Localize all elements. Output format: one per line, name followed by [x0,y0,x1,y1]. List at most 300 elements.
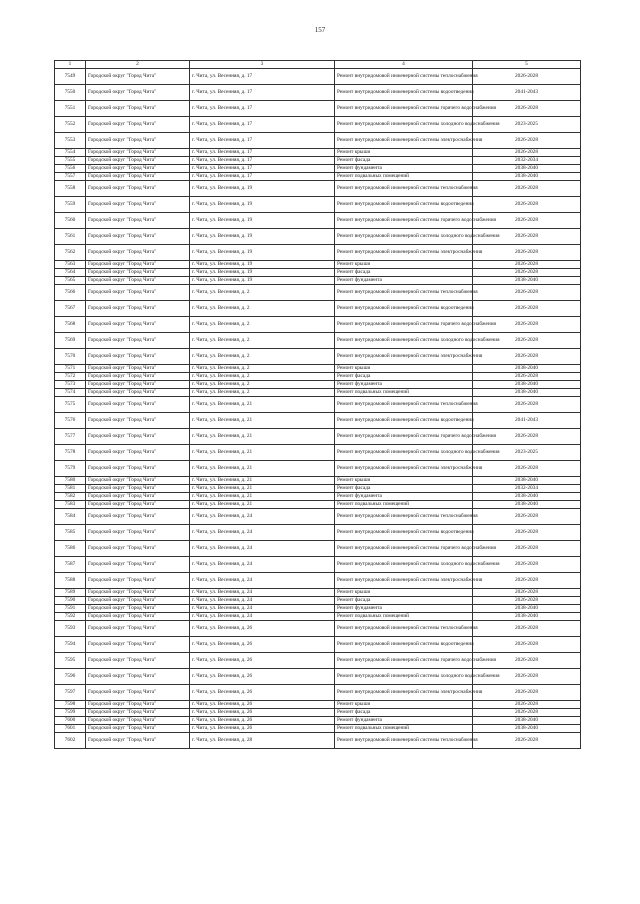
table-row [55,397,581,413]
row-number-cell: 7564 [55,269,86,277]
term-cell: 2038-2040 [473,501,581,509]
row-number-cell: 7578 [55,445,86,461]
work-type-cell: Ремонт внутридомовой инженерной системы горячего водоснабжения [335,653,473,669]
row-number-cell: 7576 [55,413,86,429]
district-cell: Городской округ "Город Чита" [86,669,190,685]
address-cell: г. Чита, ул. Весенняя, д. 21 [190,477,335,485]
table-row [55,573,581,589]
work-type-cell: Ремонт внутридомовой инженерной системы водоотведения [335,85,473,101]
term-cell: 2038-2040 [473,277,581,285]
row-number-cell: 7549 [55,69,86,85]
work-type-cell: Ремонт подвальных помещений [335,725,473,733]
table-row [55,389,581,397]
district-cell: Городской округ "Город Чита" [86,397,190,413]
work-type-cell: Ремонт фундамента [335,605,473,613]
address-cell: г. Чита, ул. Весенняя, д. 21 [190,445,335,461]
address-cell: г. Чита, ул. Весенняя, д. 17 [190,69,335,85]
work-type-cell: Ремонт внутридомовой инженерной системы холодного водоснабжения [335,669,473,685]
address-cell: г. Чита, ул. Весенняя, д. 21 [190,493,335,501]
work-type-cell: Ремонт внутридомовой инженерной системы водоотведения [335,525,473,541]
term-cell: 2026-2028 [473,597,581,605]
table-row [55,133,581,149]
page-number: 157 [314,26,326,34]
address-cell: г. Чита, ул. Весенняя, д. 19 [190,181,335,197]
address-cell: г. Чита, ул. Весенняя, д. 26 [190,669,335,685]
row-number-cell: 7586 [55,541,86,557]
address-cell: г. Чита, ул. Весенняя, д. 17 [190,173,335,181]
table-row [55,101,581,117]
district-cell: Городской округ "Город Чита" [86,101,190,117]
term-cell: 2026-2028 [473,213,581,229]
row-number-cell: 7551 [55,101,86,117]
address-cell: г. Чита, ул. Весенняя, д. 24 [190,557,335,573]
address-cell: г. Чита, ул. Весенняя, д. 2 [190,365,335,373]
work-type-cell: Ремонт подвальных помещений [335,389,473,397]
row-number-cell: 7568 [55,317,86,333]
address-cell: г. Чита, ул. Весенняя, д. 2 [190,349,335,365]
row-number-cell: 7567 [55,301,86,317]
table-row [55,445,581,461]
table-row [55,69,581,85]
address-cell: г. Чита, ул. Весенняя, д. 17 [190,157,335,165]
table-row [55,541,581,557]
address-cell: г. Чита, ул. Весенняя, д. 2 [190,285,335,301]
address-cell: г. Чита, ул. Весенняя, д. 2 [190,317,335,333]
work-type-cell: Ремонт внутридомовой инженерной системы горячего водоснабжения [335,101,473,117]
district-cell: Городской округ "Город Чита" [86,229,190,245]
district-cell: Городской округ "Город Чита" [86,493,190,501]
district-cell: Городской округ "Город Чита" [86,365,190,373]
term-cell: 2026-2028 [473,373,581,381]
work-type-cell: Ремонт внутридомовой инженерной системы теплоснабжения [335,397,473,413]
table-row [55,589,581,597]
row-number-cell: 7580 [55,477,86,485]
term-cell: 2038-2040 [473,725,581,733]
table-row [55,269,581,277]
work-type-cell: Ремонт фасада [335,373,473,381]
district-cell: Городской округ "Город Чита" [86,197,190,213]
district-cell: Городской округ "Город Чита" [86,381,190,389]
term-cell: 2026-2028 [473,509,581,525]
work-type-cell: Ремонт внутридомовой инженерной системы холодного водоснабжения [335,445,473,461]
address-cell: г. Чита, ул. Весенняя, д. 26 [190,725,335,733]
district-cell: Городской округ "Город Чита" [86,597,190,605]
table-row [55,509,581,525]
table-row [55,597,581,605]
district-cell: Городской округ "Город Чита" [86,165,190,173]
term-cell: 2026-2028 [473,541,581,557]
row-number-cell: 7555 [55,157,86,165]
term-cell: 2038-2040 [473,173,581,181]
term-cell: 2026-2028 [473,429,581,445]
term-cell: 2026-2028 [473,133,581,149]
row-number-cell: 7592 [55,613,86,621]
term-cell: 2038-2040 [473,389,581,397]
row-number-cell: 7599 [55,709,86,717]
row-number-cell: 7571 [55,365,86,373]
table-row [55,613,581,621]
row-number-cell: 7573 [55,381,86,389]
row-number-cell: 7598 [55,701,86,709]
address-cell: г. Чита, ул. Весенняя, д. 24 [190,573,335,589]
work-type-cell: Ремонт фундамента [335,717,473,725]
district-cell: Городской округ "Город Чита" [86,485,190,493]
term-cell: 2026-2028 [473,149,581,157]
table-row [55,501,581,509]
work-type-cell: Ремонт внутридомовой инженерной системы электроснабжения [335,133,473,149]
row-number-cell: 7581 [55,485,86,493]
table-row [55,637,581,653]
term-cell: 2026-2028 [473,589,581,597]
row-number-cell: 7565 [55,277,86,285]
table-row [55,525,581,541]
table-row [55,349,581,365]
address-cell: г. Чита, ул. Весенняя, д. 24 [190,597,335,605]
term-cell: 2038-2040 [473,717,581,725]
row-number-cell: 7583 [55,501,86,509]
work-type-cell: Ремонт внутридомовой инженерной системы холодного водоснабжения [335,229,473,245]
work-type-cell: Ремонт внутридомовой инженерной системы теплоснабжения [335,181,473,197]
district-cell: Городской округ "Город Чита" [86,333,190,349]
row-number-cell: 7590 [55,597,86,605]
work-type-cell: Ремонт подвальных помещений [335,173,473,181]
address-cell: г. Чита, ул. Весенняя, д. 26 [190,653,335,669]
row-number-cell: 7597 [55,685,86,701]
table-row [55,493,581,501]
district-cell: Городской округ "Город Чита" [86,557,190,573]
address-cell: г. Чита, ул. Весенняя, д. 17 [190,165,335,173]
address-cell: г. Чита, ул. Весенняя, д. 28 [190,733,335,749]
address-cell: г. Чита, ул. Весенняя, д. 26 [190,621,335,637]
address-cell: г. Чита, ул. Весенняя, д. 24 [190,525,335,541]
district-cell: Городской округ "Город Чита" [86,245,190,261]
term-cell: 2026-2028 [473,709,581,717]
work-type-cell: Ремонт фасада [335,157,473,165]
term-cell: 2026-2028 [473,333,581,349]
term-cell: 2026-2028 [473,197,581,213]
table-row [55,669,581,685]
row-number-cell: 7560 [55,213,86,229]
table-body [55,69,581,749]
work-type-cell: Ремонт внутридомовой инженерной системы электроснабжения [335,685,473,701]
row-number-cell: 7552 [55,117,86,133]
address-cell: г. Чита, ул. Весенняя, д. 2 [190,333,335,349]
district-cell: Городской округ "Город Чита" [86,685,190,701]
district-cell: Городской округ "Город Чита" [86,525,190,541]
district-cell: Городской округ "Город Чита" [86,725,190,733]
row-number-cell: 7587 [55,557,86,573]
work-type-cell: Ремонт фасада [335,485,473,493]
term-cell: 2038-2040 [473,493,581,501]
row-number-cell: 7601 [55,725,86,733]
work-type-cell: Ремонт подвальных помещений [335,501,473,509]
table-row [55,653,581,669]
work-type-cell: Ремонт фундамента [335,165,473,173]
row-number-cell: 7559 [55,197,86,213]
work-type-cell: Ремонт внутридомовой инженерной системы теплоснабжения [335,69,473,85]
header-row [55,61,581,69]
row-number-cell: 7561 [55,229,86,245]
table-row [55,197,581,213]
row-number-cell: 7582 [55,493,86,501]
district-cell: Городской округ "Город Чита" [86,589,190,597]
work-type-cell: Ремонт внутридомовой инженерной системы электроснабжения [335,573,473,589]
term-cell: 2038-2040 [473,381,581,389]
work-type-cell: Ремонт внутридомовой инженерной системы холодного водоснабжения [335,333,473,349]
table-row [55,709,581,717]
address-cell: г. Чита, ул. Весенняя, д. 17 [190,133,335,149]
work-type-cell: Ремонт крыши [335,477,473,485]
district-cell: Городской округ "Город Чита" [86,637,190,653]
table-row [55,213,581,229]
work-type-cell: Ремонт внутридомовой инженерной системы водоотведения [335,413,473,429]
address-cell: г. Чита, ул. Весенняя, д. 19 [190,245,335,261]
row-number-cell: 7569 [55,333,86,349]
row-number-cell: 7593 [55,621,86,637]
address-cell: г. Чита, ул. Весенняя, д. 2 [190,373,335,381]
work-type-cell: Ремонт внутридомовой инженерной системы водоотведения [335,637,473,653]
table-row [55,181,581,197]
table-row [55,725,581,733]
term-cell: 2026-2028 [473,685,581,701]
address-cell: г. Чита, ул. Весенняя, д. 19 [190,197,335,213]
table-row [55,733,581,749]
term-cell: 2026-2028 [473,669,581,685]
table-row [55,717,581,725]
table-row [55,301,581,317]
row-number-cell: 7550 [55,85,86,101]
work-type-cell: Ремонт внутридомовой инженерной системы электроснабжения [335,245,473,261]
row-number-cell: 7588 [55,573,86,589]
term-cell: 2026-2028 [473,461,581,477]
district-cell: Городской округ "Город Чита" [86,717,190,725]
work-type-cell: Ремонт внутридомовой инженерной системы горячего водоснабжения [335,541,473,557]
term-cell: 2026-2028 [473,621,581,637]
term-cell: 2032-2034 [473,485,581,493]
row-number-cell: 7553 [55,133,86,149]
district-cell: Городской округ "Город Чита" [86,621,190,637]
address-cell: г. Чита, ул. Весенняя, д. 17 [190,117,335,133]
row-number-cell: 7566 [55,285,86,301]
table-row [55,277,581,285]
address-cell: г. Чита, ул. Весенняя, д. 24 [190,605,335,613]
work-type-cell: Ремонт внутридомовой инженерной системы водоотведения [335,197,473,213]
row-number-cell: 7557 [55,173,86,181]
district-cell: Городской округ "Город Чита" [86,461,190,477]
district-cell: Городской округ "Город Чита" [86,213,190,229]
address-cell: г. Чита, ул. Весенняя, д. 19 [190,213,335,229]
work-type-cell: Ремонт внутридомовой инженерной системы теплоснабжения [335,733,473,749]
district-cell: Городской округ "Город Чита" [86,317,190,333]
table-row [55,317,581,333]
row-number-cell: 7570 [55,349,86,365]
row-number-cell: 7572 [55,373,86,381]
district-cell: Городской округ "Город Чита" [86,429,190,445]
term-cell: 2026-2028 [473,397,581,413]
term-cell: 2026-2028 [473,101,581,117]
table-row [55,621,581,637]
district-cell: Городской округ "Город Чита" [86,509,190,525]
address-cell: г. Чита, ул. Весенняя, д. 19 [190,261,335,269]
district-cell: Городской округ "Город Чита" [86,261,190,269]
term-cell: 2026-2028 [473,301,581,317]
table-row [55,117,581,133]
district-cell: Городской округ "Город Чита" [86,709,190,717]
row-number-cell: 7594 [55,637,86,653]
term-cell: 2023-2025 [473,445,581,461]
district-cell: Городской округ "Город Чита" [86,541,190,557]
term-cell: 2038-2040 [473,365,581,373]
term-cell: 2026-2028 [473,181,581,197]
district-cell: Городской округ "Город Чита" [86,149,190,157]
term-cell: 2026-2028 [473,317,581,333]
row-number-cell: 7577 [55,429,86,445]
term-cell: 2026-2028 [473,269,581,277]
row-number-cell: 7589 [55,589,86,597]
table-row [55,373,581,381]
row-number-cell: 7575 [55,397,86,413]
table-row [55,413,581,429]
table-row [55,461,581,477]
address-cell: г. Чита, ул. Весенняя, д. 19 [190,277,335,285]
work-type-cell: Ремонт внутридомовой инженерной системы горячего водоснабжения [335,429,473,445]
term-cell: 2032-2034 [473,157,581,165]
district-cell: Городской округ "Город Чита" [86,573,190,589]
address-cell: г. Чита, ул. Весенняя, д. 19 [190,229,335,245]
address-cell: г. Чита, ул. Весенняя, д. 17 [190,149,335,157]
work-type-cell: Ремонт внутридомовой инженерной системы горячего водоснабжения [335,317,473,333]
district-cell: Городской округ "Город Чита" [86,117,190,133]
address-cell: г. Чита, ул. Весенняя, д. 21 [190,429,335,445]
table-row [55,261,581,269]
address-cell: г. Чита, ул. Весенняя, д. 26 [190,637,335,653]
header-cell-5: 5 [473,61,581,69]
term-cell: 2026-2028 [473,733,581,749]
address-cell: г. Чита, ул. Весенняя, д. 21 [190,501,335,509]
address-cell: г. Чита, ул. Весенняя, д. 26 [190,685,335,701]
district-cell: Городской округ "Город Чита" [86,413,190,429]
address-cell: г. Чита, ул. Весенняя, д. 26 [190,701,335,709]
row-number-cell: 7574 [55,389,86,397]
work-type-cell: Ремонт подвальных помещений [335,613,473,621]
term-cell: 2041-2043 [473,413,581,429]
district-cell: Городской округ "Город Чита" [86,653,190,669]
table-row [55,685,581,701]
district-cell: Городской округ "Город Чита" [86,269,190,277]
row-number-cell: 7562 [55,245,86,261]
district-cell: Городской округ "Город Чита" [86,613,190,621]
table-row [55,557,581,573]
table-row [55,605,581,613]
row-number-cell: 7563 [55,261,86,269]
address-cell: г. Чита, ул. Весенняя, д. 24 [190,541,335,557]
term-cell: 2026-2028 [473,261,581,269]
term-cell: 2026-2028 [473,701,581,709]
district-cell: Городской округ "Город Чита" [86,445,190,461]
row-number-cell: 7584 [55,509,86,525]
address-cell: г. Чита, ул. Весенняя, д. 19 [190,269,335,277]
district-cell: Городской округ "Город Чита" [86,389,190,397]
table-row [55,477,581,485]
address-cell: г. Чита, ул. Весенняя, д. 21 [190,397,335,413]
term-cell: 2026-2028 [473,285,581,301]
table-row [55,229,581,245]
district-cell: Городской округ "Город Чита" [86,285,190,301]
address-cell: г. Чита, ул. Весенняя, д. 17 [190,85,335,101]
term-cell: 2026-2028 [473,69,581,85]
term-cell: 2026-2028 [473,653,581,669]
work-type-cell: Ремонт фасада [335,709,473,717]
term-cell: 2026-2028 [473,245,581,261]
address-cell: г. Чита, ул. Весенняя, д. 21 [190,485,335,493]
table-row [55,429,581,445]
table-row [55,285,581,301]
term-cell: 2038-2040 [473,605,581,613]
work-type-cell: Ремонт внутридомовой инженерной системы холодного водоснабжения [335,117,473,133]
district-cell: Городской округ "Город Чита" [86,477,190,485]
term-cell: 2026-2028 [473,229,581,245]
row-number-cell: 7554 [55,149,86,157]
address-cell: г. Чита, ул. Весенняя, д. 24 [190,589,335,597]
address-cell: г. Чита, ул. Весенняя, д. 24 [190,509,335,525]
term-cell: 2026-2028 [473,573,581,589]
district-cell: Городской округ "Город Чита" [86,301,190,317]
district-cell: Городской округ "Город Чита" [86,501,190,509]
term-cell: 2041-2043 [473,85,581,101]
row-number-cell: 7585 [55,525,86,541]
work-type-cell: Ремонт крыши [335,365,473,373]
address-cell: г. Чита, ул. Весенняя, д. 21 [190,413,335,429]
address-cell: г. Чита, ул. Весенняя, д. 2 [190,381,335,389]
district-cell: Городской округ "Город Чита" [86,181,190,197]
table-row [55,245,581,261]
term-cell: 2026-2028 [473,349,581,365]
work-type-cell: Ремонт внутридомовой инженерной системы теплоснабжения [335,285,473,301]
work-type-cell: Ремонт крыши [335,261,473,269]
district-cell: Городской округ "Город Чита" [86,277,190,285]
term-cell: 2026-2028 [473,557,581,573]
address-cell: г. Чита, ул. Весенняя, д. 26 [190,709,335,717]
table-row [55,173,581,181]
work-type-cell: Ремонт внутридомовой инженерной системы теплоснабжения [335,621,473,637]
district-cell: Городской округ "Город Чита" [86,69,190,85]
district-cell: Городской округ "Город Чита" [86,349,190,365]
work-type-cell: Ремонт внутридомовой инженерной системы холодного водоснабжения [335,557,473,573]
work-type-cell: Ремонт внутридомовой инженерной системы горячего водоснабжения [335,213,473,229]
row-number-cell: 7595 [55,653,86,669]
work-type-cell: Ремонт фасада [335,269,473,277]
table-row [55,157,581,165]
address-cell: г. Чита, ул. Весенняя, д. 26 [190,717,335,725]
table-row [55,365,581,373]
table-row [55,165,581,173]
term-cell: 2023-2025 [473,117,581,133]
district-cell: Городской округ "Город Чита" [86,173,190,181]
work-type-cell: Ремонт фундамента [335,277,473,285]
address-cell: г. Чита, ул. Весенняя, д. 2 [190,389,335,397]
district-cell: Городской округ "Город Чита" [86,157,190,165]
row-number-cell: 7558 [55,181,86,197]
table-row [55,701,581,709]
work-type-cell: Ремонт фундамента [335,493,473,501]
table-row [55,149,581,157]
district-cell: Городской округ "Город Чита" [86,701,190,709]
row-number-cell: 7591 [55,605,86,613]
table-row [55,85,581,101]
term-cell: 2038-2040 [473,165,581,173]
work-type-cell: Ремонт внутридомовой инженерной системы электроснабжения [335,461,473,477]
address-cell: г. Чита, ул. Весенняя, д. 21 [190,461,335,477]
